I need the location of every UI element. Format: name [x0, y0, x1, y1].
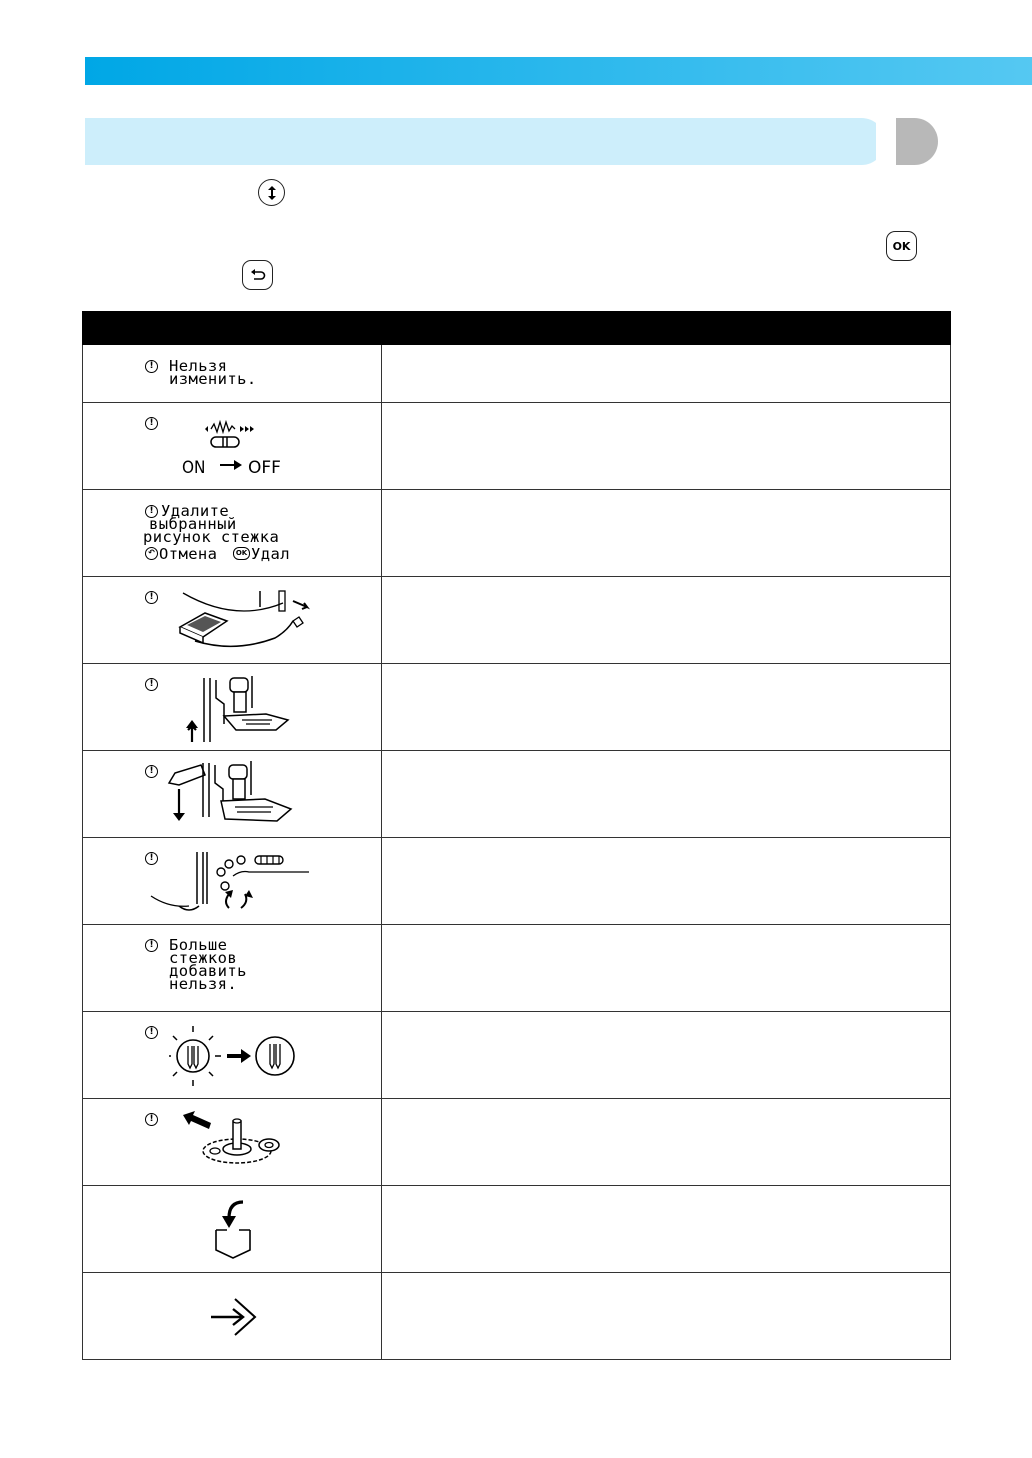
- cause-cell: [382, 838, 951, 925]
- table-row: [83, 751, 951, 838]
- cause-cell: [382, 403, 951, 490]
- back-key-icon: ↶: [145, 547, 158, 560]
- table-row: [83, 1099, 951, 1186]
- svg-text:OFF: OFF: [248, 458, 281, 478]
- section-title-band: [85, 118, 885, 165]
- warning-icon: !: [145, 417, 158, 430]
- lcd-choice-delete: Удал: [251, 545, 290, 563]
- cause-cell: [382, 577, 951, 664]
- table-row: [83, 1012, 951, 1099]
- bobbin-winder-icon: [149, 846, 329, 918]
- cause-cell: [382, 1186, 951, 1273]
- chapter-header-bar: [85, 57, 1032, 85]
- table-row: [83, 925, 951, 1012]
- warning-icon: !: [145, 678, 158, 691]
- table-row: [83, 345, 951, 403]
- lcd-message: рисунок стежка: [143, 528, 280, 546]
- table-row: [83, 577, 951, 664]
- cause-cell: [382, 1012, 951, 1099]
- cause-cell: [382, 490, 951, 577]
- buttonhole-lever-down-icon: [165, 755, 325, 833]
- lcd-choice-cancel: Отмена: [159, 545, 218, 563]
- cause-cell: [382, 345, 951, 403]
- ok-key-icon: OK: [233, 547, 250, 560]
- cause-cell: [382, 925, 951, 1012]
- needle-position-button-icon: [258, 179, 285, 206]
- bobbin-winder-shaft-icon: [179, 1111, 289, 1177]
- enter-arrow-icon: [209, 1295, 259, 1339]
- warning-icon: !: [145, 852, 158, 865]
- twin-needle-icon: [169, 1022, 309, 1092]
- table-row: [83, 664, 951, 751]
- ok-button-icon: OK: [886, 231, 917, 261]
- warning-icon: !: [145, 360, 158, 373]
- cause-cell: [382, 1273, 951, 1360]
- column-header-cause: [382, 312, 951, 345]
- presser-foot-lever-up-icon: [186, 668, 316, 744]
- warning-icon: !: [145, 765, 158, 778]
- lcd-message: Удалите: [161, 502, 230, 520]
- save-pocket-icon: [213, 1196, 253, 1260]
- cause-cell: [382, 664, 951, 751]
- table-row: [83, 838, 951, 925]
- warning-icon: !: [145, 1113, 158, 1126]
- warning-icon: !: [145, 939, 158, 952]
- warning-icon: !: [145, 591, 158, 604]
- speed-slider-icon: [178, 417, 288, 479]
- cause-cell: [382, 1099, 951, 1186]
- lcd-message: Нельзя изменить.: [169, 357, 257, 388]
- table-header-row: [83, 312, 951, 345]
- foot-controller-icon: [175, 583, 325, 657]
- back-button-icon: [242, 260, 273, 290]
- warning-icon: !: [145, 505, 158, 518]
- table-row: [83, 490, 951, 577]
- cause-cell: [382, 751, 951, 838]
- svg-text:ON: ON: [182, 458, 206, 478]
- column-header-message: [83, 312, 382, 345]
- table-row: [83, 1273, 951, 1360]
- warning-icon: !: [145, 1026, 158, 1039]
- error-messages-table: [82, 311, 951, 1360]
- lcd-message: выбранный: [149, 515, 237, 533]
- table-row: [83, 1186, 951, 1273]
- lcd-message: Больше стежков добавить нельзя.: [169, 936, 247, 993]
- table-row: [83, 403, 951, 490]
- section-title-cap: [876, 118, 938, 165]
